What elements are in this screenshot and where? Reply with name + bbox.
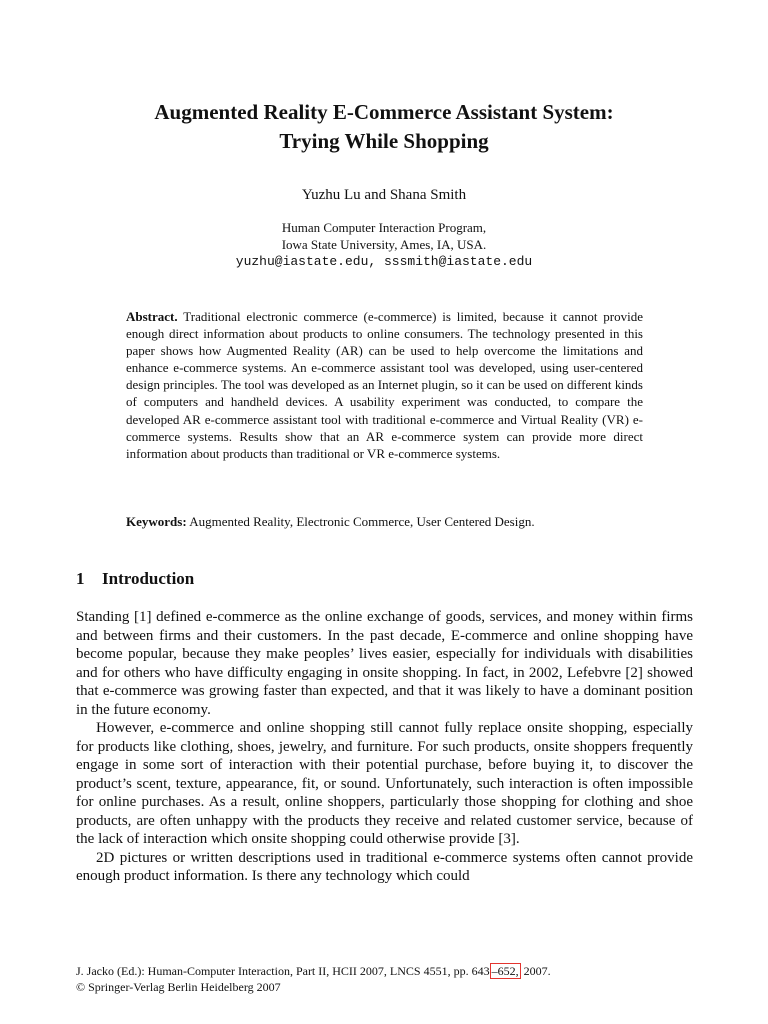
- abstract-label: Abstract.: [126, 309, 178, 324]
- page-footer: [76, 963, 551, 995]
- section-number: 1: [76, 569, 85, 588]
- keywords-label: Keywords:: [126, 514, 187, 529]
- author-emails[interactable]: yuzhu@iastate.edu, sssmith@iastate.edu: [235, 254, 533, 269]
- paper-title: [60, 98, 708, 156]
- introduction-body: [76, 608, 693, 886]
- page-range-link[interactable]: –652,: [491, 964, 519, 978]
- abstract-text: Traditional electronic commerce (e-commerce) is limited, because it cannot provide enough direct information about products to online consumers. The technology presented in this paper shows how Augmented Reality (AR) can be used to help overcome the limitations and enhance e-commerce systems. An e-commerce assistant tool was developed, using user-centered design principles. The tool was developed as an Internet plugin, so it can be used on different kinds of computers and handheld devices. A usability experiment was conducted, to compare the developed AR e-commerce assistant tool with traditional e-commerce and Virtual Reality (VR) e-commerce systems. Results show that an AR e-commerce system can provide more direct information about products than traditional or VR e-commerce systems.: [126, 309, 644, 461]
- paragraph: Standing [1] defined e-commerce as the online exchange of goods, services, and money within firms and between firms and their customers. In the past decade, E-commerce and online shopping have become popular, because they make peoples’ lives easier, especially for individuals with disabilities and for others who have difficulty engaging in onsite shopping. In fact, in 2002, Lefebvre [2] showed that e-commerce was growing faster than expected, and that it was likely to have a dominant position in the future economy.: [76, 609, 693, 718]
- affiliation-block: [60, 219, 708, 270]
- citation-suffix: 2007.: [520, 964, 551, 978]
- paper-authors: Yuzhu Lu and Shana Smith: [301, 187, 467, 203]
- citation-prefix: J. Jacko (Ed.): Human-Computer Interaction, Part II, HCII 2007, LNCS 4551, pp. 643: [76, 964, 490, 978]
- section-title: Introduction: [102, 569, 195, 588]
- title-line-1: Augmented Reality E-Commerce Assistant System:: [154, 100, 614, 124]
- section-heading-introduction: [76, 568, 194, 590]
- affiliation-line-1: Human Computer Interaction Program,: [281, 220, 487, 235]
- affiliation-line-2: Iowa State University, Ames, IA, USA.: [281, 237, 487, 252]
- keywords-text: Augmented Reality, Electronic Commerce, User Centered Design.: [189, 514, 535, 529]
- paragraph: 2D pictures or written descriptions used in traditional e-commerce systems often cannot provide enough product information. Is there any technology which could: [76, 849, 693, 884]
- title-line-2: Trying While Shopping: [279, 129, 489, 153]
- abstract: [126, 308, 643, 462]
- citation-line: [76, 963, 551, 979]
- paragraph: However, e-commerce and online shopping still cannot fully replace onsite shopping, especially for products like clothing, shoes, jewelry, and furniture. For such products, onsite shoppers frequently engage in some sort of interaction with their potential purchase, before buying it, to discover the product’s scent, texture, appearance, fit, or sound. Unfortunately, such interaction is often impossible for online purchases. As a result, online shoppers, particularly those shopping for clothing and shoe products, are often unhappy with the products they receive and related customer service, because of the lack of interaction which onsite shopping could otherwise provide [3].: [76, 720, 693, 847]
- copyright-line: © Springer-Verlag Berlin Heidelberg 2007: [76, 980, 281, 994]
- keywords: [126, 513, 666, 531]
